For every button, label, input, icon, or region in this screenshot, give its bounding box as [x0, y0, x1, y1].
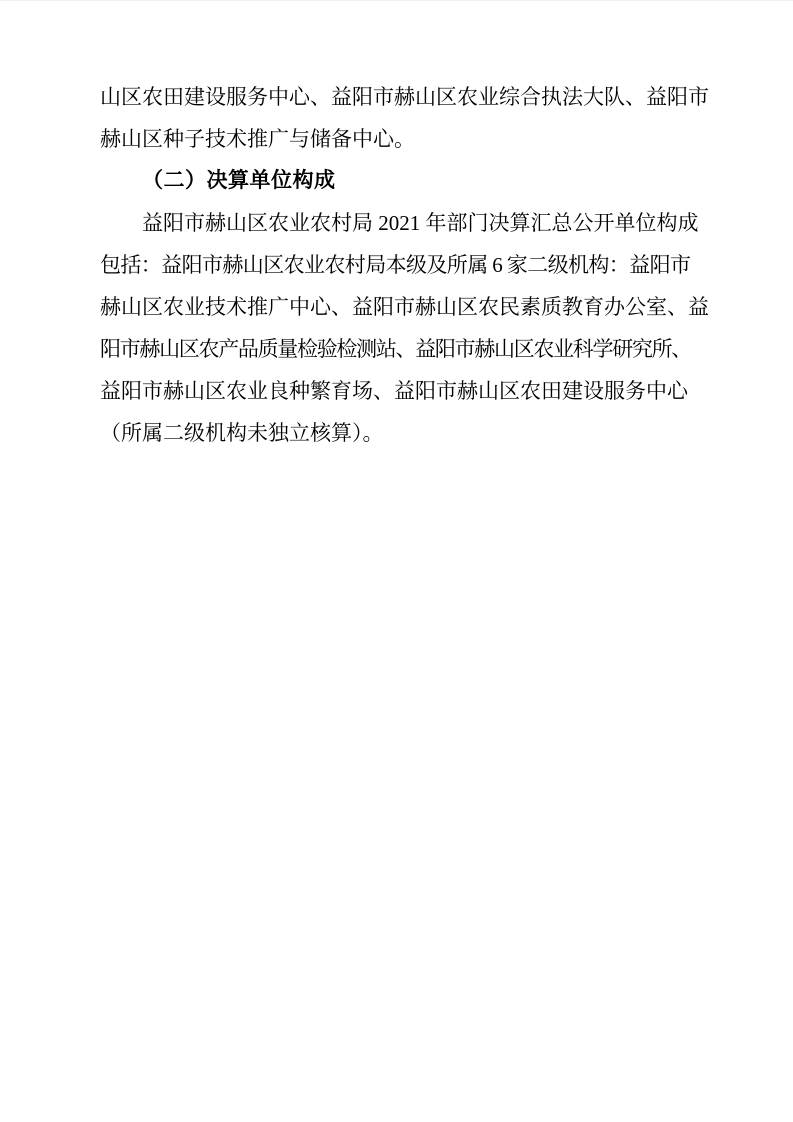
section-heading: [100, 160, 693, 202]
text-line: 赫山区种子技术推广与储备中心。: [100, 127, 415, 151]
document-text-block: [100, 76, 709, 454]
text-line: 阳市赫山区农产品质量检验检测站、益阳市赫山区农业科学研究所、: [100, 337, 691, 361]
section-heading-text: （二）决算单位构成: [142, 169, 336, 192]
text-line: 益阳市赫山区农业良种繁育场、益阳市赫山区农田建设服务中心: [100, 379, 688, 403]
text-line: 山区农田建设服务中心、益阳市赫山区农业综合执法大队、益阳市: [100, 85, 709, 109]
text-line: （所属二级机构未独立核算）。: [100, 421, 384, 445]
text-line: 赫山区农业技术推广中心、益阳市赫山区农民素质教育办公室、益: [100, 295, 709, 319]
text-line: 包括：益阳市赫山区农业农村局本级及所属 6 家二级机构：益阳市: [100, 253, 691, 277]
body-paragraph: [100, 202, 709, 454]
continuation-paragraph: [100, 76, 709, 160]
text-line: 益阳市赫山区农业农村局 2021 年部门决算汇总公开单位构成: [142, 211, 699, 235]
